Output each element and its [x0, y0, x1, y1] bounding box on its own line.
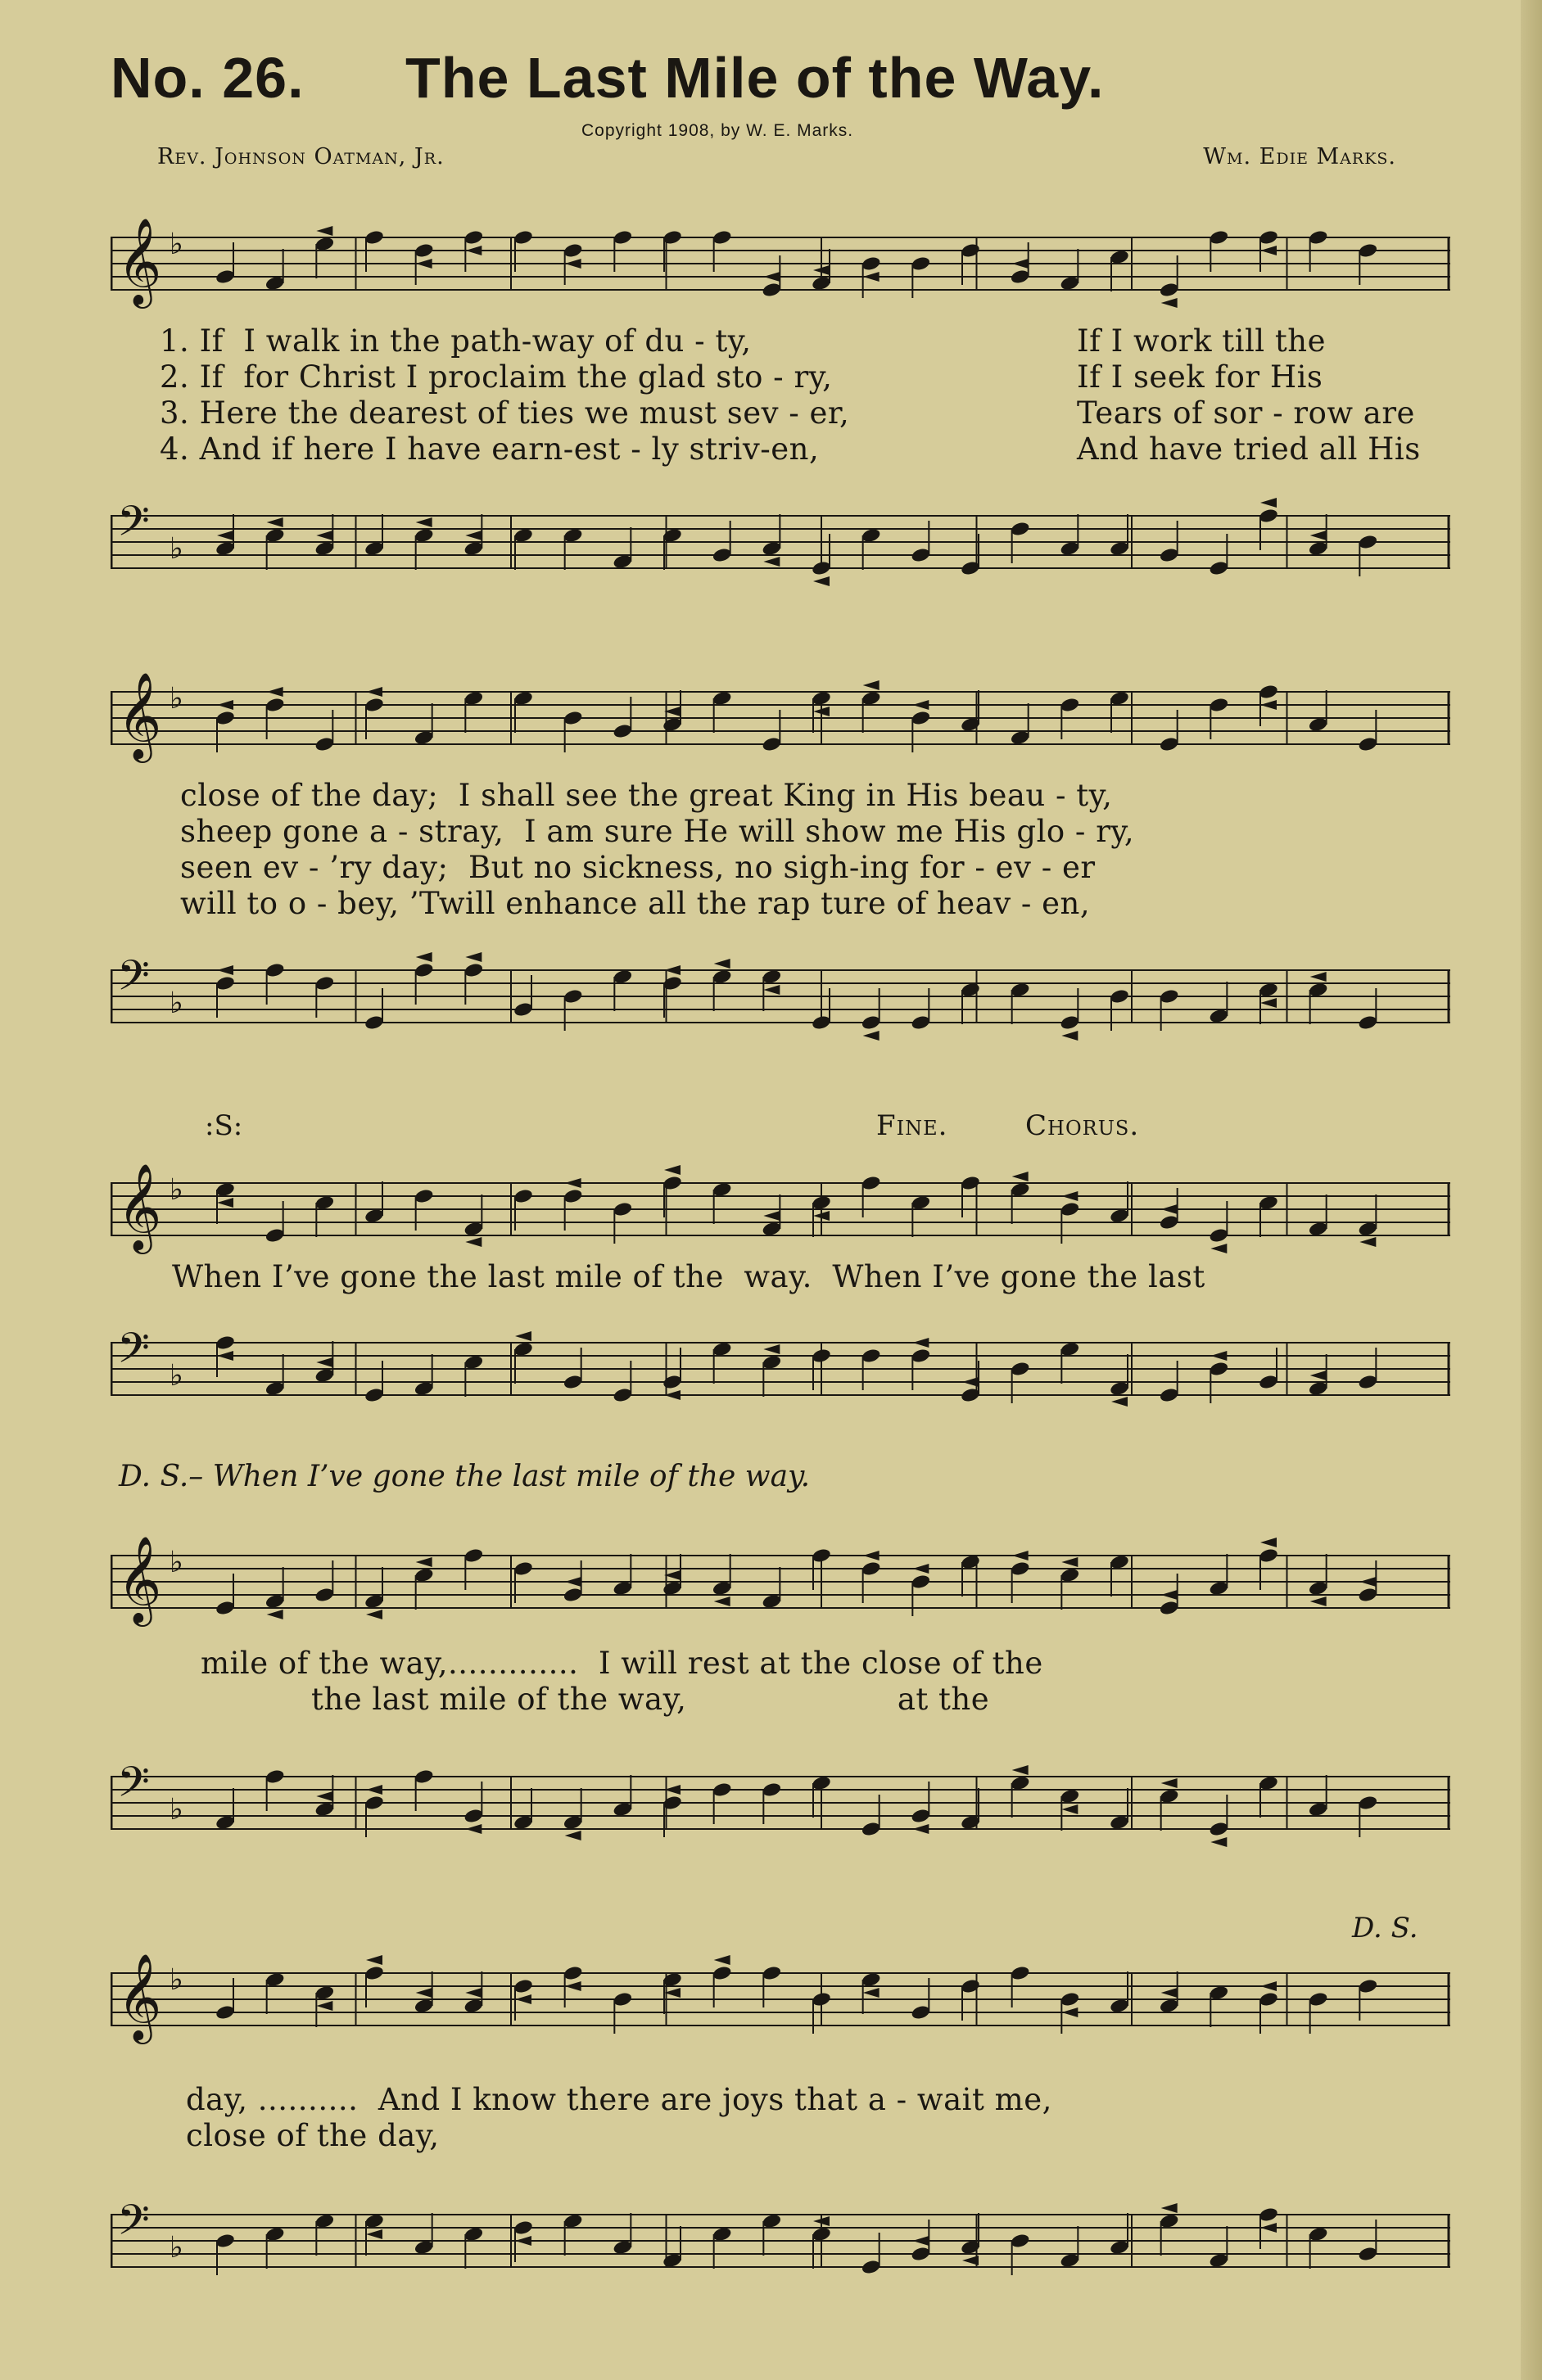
- verse-2-line-b: If I seek for His: [1077, 359, 1323, 395]
- svg-text:♭: ♭: [170, 1963, 183, 1997]
- svg-text:𝄞: 𝄞: [117, 1535, 162, 1623]
- music-system-3: [111, 1109, 1450, 1453]
- verse-4-line-b: And have tried all His: [1077, 431, 1421, 467]
- composer-credit: Wm. Edie Marks.: [1203, 144, 1396, 169]
- svg-text:♭: ♭: [170, 682, 183, 716]
- bass-staff: [111, 487, 1450, 594]
- system-2-lyric-4: will to o - bey, ’Twill enhance all the rap ture of heav - en,: [180, 886, 1091, 921]
- svg-text:𝄢: 𝄢: [117, 496, 150, 556]
- music-system-2: [111, 647, 1450, 1073]
- svg-text:♭: ♭: [170, 1173, 183, 1207]
- music-system-4: [111, 1511, 1450, 1936]
- verse-2-line-a: 2. If for Christ I proclaim the glad sto - ry,: [160, 359, 833, 395]
- svg-text:𝄞: 𝄞: [117, 217, 162, 305]
- svg-text:𝄢: 𝄢: [117, 1757, 150, 1817]
- segno-mark: :S:: [205, 1109, 243, 1142]
- system-2-lyric-1: close of the day; I shall see the great King in His beau - ty,: [180, 778, 1113, 813]
- hymn-number: No. 26.: [111, 46, 305, 110]
- svg-text:𝄞: 𝄞: [117, 671, 162, 759]
- treble-staff: [111, 1527, 1450, 1633]
- svg-text:𝄢: 𝄢: [117, 951, 150, 1010]
- system-4-lyric-2: the last mile of the way, at the: [311, 1682, 990, 1717]
- svg-text:𝄞: 𝄞: [117, 1953, 162, 2040]
- svg-text:♭: ♭: [170, 532, 183, 566]
- verse-4-line-a: 4. And if here I have earn-est - ly striv-en,: [160, 431, 820, 467]
- bass-staff: [111, 942, 1450, 1048]
- treble-staff: [111, 1154, 1450, 1261]
- copyright-notice: Copyright 1908, by W. E. Marks.: [581, 121, 854, 140]
- treble-staff: [111, 663, 1450, 770]
- system-2-lyric-2: sheep gone a - stray, I am sure He will show me His glo - ry,: [180, 814, 1135, 849]
- svg-text:𝄞: 𝄞: [117, 1163, 162, 1250]
- ds-instruction: D. S.– When I’ve gone the last mile of the way.: [119, 1460, 811, 1493]
- svg-text:♭: ♭: [170, 987, 183, 1020]
- book-spine-shadow: [1521, 0, 1542, 2380]
- treble-staff: [111, 209, 1450, 315]
- svg-text:𝄢: 𝄢: [117, 2195, 150, 2255]
- ds-end-mark: D. S.: [1352, 1912, 1418, 1944]
- system-4-lyric-1: mile of the way,............. I will rest at the close of the: [201, 1646, 1043, 1681]
- svg-text:♭: ♭: [170, 1359, 183, 1393]
- lyricist-credit: Rev. Johnson Oatman, Jr.: [157, 144, 445, 169]
- verse-1-line-a: 1. If I walk in the path-way of du - ty,: [160, 323, 752, 359]
- system-3-lyric-1: When I’ve gone the last mile of the way. When I’ve gone the last: [172, 1259, 1205, 1294]
- svg-text:♭: ♭: [170, 228, 183, 261]
- svg-text:♭: ♭: [170, 2231, 183, 2265]
- bass-staff: [111, 1748, 1450, 1854]
- verse-3-line-a: 3. Here the dearest of ties we must sev - er,: [160, 395, 850, 431]
- system-5-lyric-2: close of the day,: [186, 2118, 440, 2153]
- music-system-1: [111, 192, 1450, 618]
- verse-3-line-b: Tears of sor - row are: [1077, 395, 1415, 431]
- svg-text:𝄢: 𝄢: [117, 1323, 150, 1383]
- hymn-title: The Last Mile of the Way.: [405, 46, 1105, 110]
- verse-1-line-b: If I work till the: [1077, 323, 1326, 359]
- treble-staff: [111, 1944, 1450, 2051]
- hymn-header: [111, 45, 1104, 111]
- music-system-5: [111, 1904, 1450, 2362]
- system-5-lyric-1: day, .......... And I know there are joys that a - wait me,: [186, 2082, 1052, 2117]
- system-2-lyric-3: seen ev - ’ry day; But no sickness, no sigh-ing for - ev - er: [180, 850, 1096, 885]
- svg-text:♭: ♭: [170, 1793, 183, 1827]
- bass-staff: [111, 2186, 1450, 2292]
- svg-text:♭: ♭: [170, 1546, 183, 1579]
- fine-mark: Fine.: [876, 1109, 948, 1142]
- bass-staff: [111, 1314, 1450, 1420]
- chorus-mark: Chorus.: [1025, 1109, 1140, 1142]
